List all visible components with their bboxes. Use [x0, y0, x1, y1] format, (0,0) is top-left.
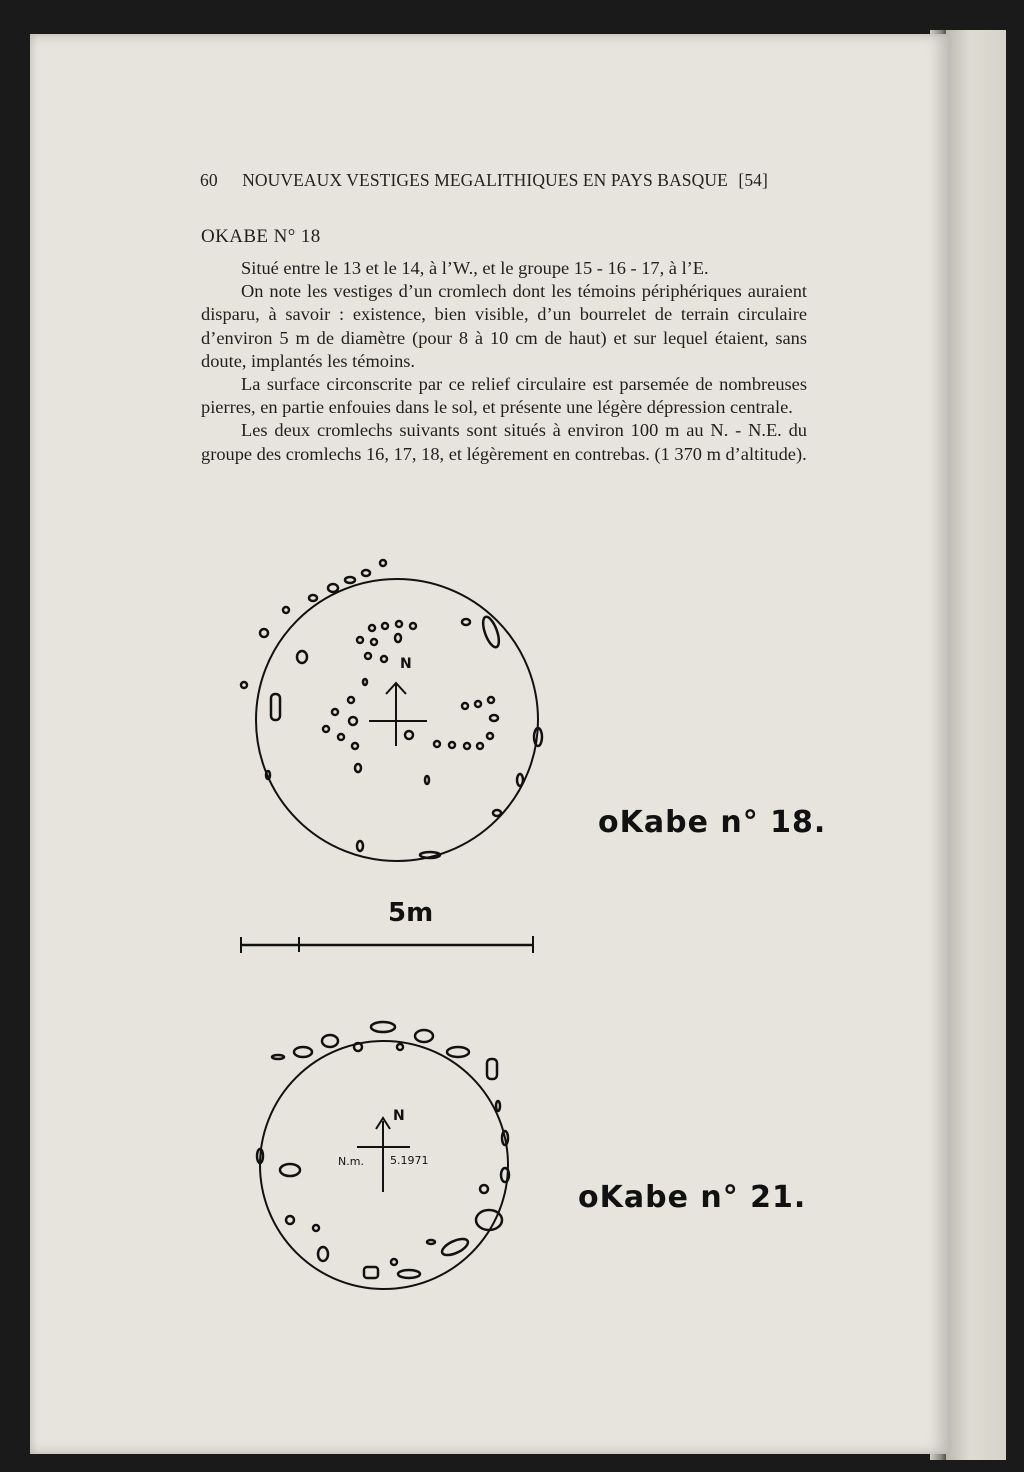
okabe21-initials: N.m. [338, 1155, 364, 1168]
facing-page-edge [946, 30, 1006, 1460]
running-title: NOUVEAUX VESTIGES MEGALITHIQUES EN PAYS BASQUE [242, 170, 728, 190]
paragraph-3: La surface circonscrite par ce relief circulaire est parsemée de nombreuses pierres, en partie enfouies dans le sol, et présente une légère dépression centrale. [201, 374, 807, 418]
okabe21-caption: oKabe n° 21. [578, 1180, 807, 1215]
paragraph-4: Les deux cromlechs suivants sont situés à environ 100 m au N. - N.E. du groupe des cromlechs 16, 17, 18, et légèrement en contrebas. (1 370 m d’altitude). [201, 420, 807, 464]
okabe21-date: 5.1971 [390, 1154, 429, 1167]
running-header [200, 170, 808, 191]
okabe21-north-label: N [393, 1108, 405, 1124]
paragraph-1: Situé entre le 13 et le 14, à l’W., et le groupe 15 - 16 - 17, à l’E. [241, 258, 709, 278]
page-number: 60 [200, 170, 218, 190]
page [30, 34, 948, 1454]
scale-label: 5m [388, 898, 434, 928]
bracket-reference: [54] [738, 170, 768, 190]
body-text [201, 257, 807, 466]
section-title: OKABE N° 18 [201, 226, 321, 247]
okabe18-north-label: N [400, 656, 412, 672]
okabe18-caption: oKabe n° 18. [598, 805, 827, 840]
paragraph-2: On note les vestiges d’un cromlech dont les témoins périphériques auraient disparu, à savoir : existence, bien visible, d’un bourrelet de terrain circulaire d’environ 5 m de diamètre (pour 8 à 10 cm de haut) et sur lequel étaient, sans doute, implantés les témoins. [201, 281, 807, 371]
